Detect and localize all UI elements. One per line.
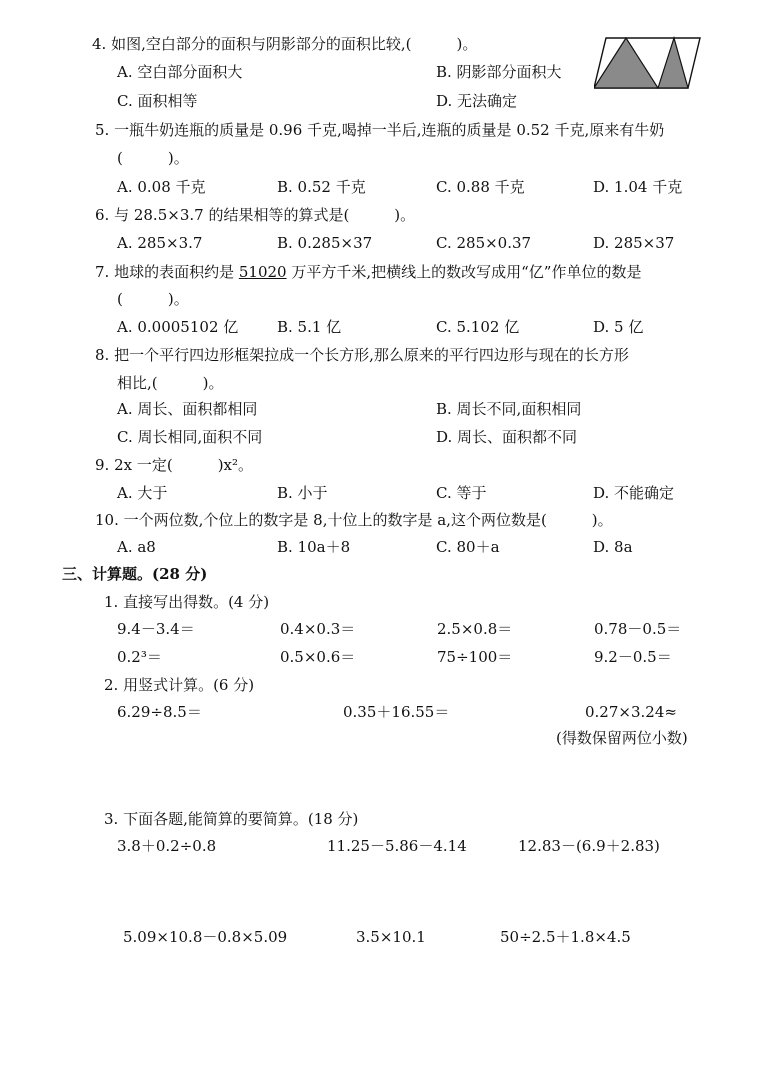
part1-title: 1. 直接写出得数。(4 分): [104, 593, 270, 611]
q6-stem: 6. 与 28.5×3.7 的结果相等的算式是( )。: [95, 206, 416, 224]
part3-expr-2: 11.25－5.86－4.14: [327, 837, 467, 855]
part1-expr-5: 0.2³＝: [117, 648, 162, 666]
q4-option-b: B. 阴影部分面积大: [436, 63, 562, 81]
q5-option-d: D. 1.04 千克: [593, 178, 683, 196]
part1-expr-4: 0.78－0.5＝: [594, 620, 682, 638]
q8-option-b: B. 周长不同,面积相同: [436, 400, 582, 418]
q4-stem: 4. 如图,空白部分的面积与阴影部分的面积比较,( )。: [92, 35, 478, 53]
q5-option-a: A. 0.08 千克: [117, 178, 206, 196]
part2-expr-1: 6.29÷8.5＝: [117, 703, 202, 721]
q9-option-d: D. 不能确定: [593, 484, 675, 502]
q4-option-a: A. 空白部分面积大: [117, 63, 243, 81]
q8-option-d: D. 周长、面积都不同: [436, 428, 578, 446]
section3-title: 三、计算题。(28 分): [62, 565, 208, 583]
q7-option-d: D. 5 亿: [593, 318, 644, 336]
q4-option-d: D. 无法确定: [436, 92, 518, 110]
q9-option-b: B. 小于: [277, 484, 328, 502]
q8-option-c: C. 周长相同,面积不同: [117, 428, 263, 446]
part1-expr-2: 0.4×0.3＝: [280, 620, 356, 638]
q9-option-a: A. 大于: [117, 484, 168, 502]
q8-stem-line2: 相比,( )。: [117, 374, 224, 392]
q7-stem-line2: ( )。: [117, 290, 189, 308]
q7-option-c: C. 5.102 亿: [436, 318, 520, 336]
part1-expr-8: 9.2－0.5＝: [594, 648, 672, 666]
q10-option-c: C. 80＋a: [436, 538, 500, 556]
q9-stem: 9. 2x 一定( )x²。: [95, 456, 254, 474]
part3-expr-1: 3.8＋0.2÷0.8: [117, 837, 217, 855]
q7-stem-pre: 7. 地球的表面积约是: [95, 263, 239, 281]
part1-expr-1: 9.4－3.4＝: [117, 620, 195, 638]
part2-rounding-note: (得数保留两位小数): [556, 729, 688, 747]
part3-expr-3: 12.83－(6.9＋2.83): [518, 837, 660, 855]
part3-expr-6: 50÷2.5＋1.8×4.5: [500, 928, 631, 946]
part2-title: 2. 用竖式计算。(6 分): [104, 676, 255, 694]
q10-stem: 10. 一个两位数,个位上的数字是 8,十位上的数字是 a,这个两位数是( )。: [95, 511, 613, 529]
q5-option-c: C. 0.88 千克: [436, 178, 525, 196]
q7-stem-line1: [95, 262, 641, 282]
q5-option-b: B. 0.52 千克: [277, 178, 366, 196]
part3-expr-5: 3.5×10.1: [356, 928, 426, 946]
q6-option-b: B. 0.285×37: [277, 234, 373, 252]
q7-underlined-number: 51020: [238, 263, 287, 281]
shaded-triangle-right: [658, 38, 688, 88]
part3-title: 3. 下面各题,能简算的要简算。(18 分): [104, 810, 359, 828]
q9-option-c: C. 等于: [436, 484, 487, 502]
q10-option-a: A. a8: [117, 538, 156, 556]
q6-option-c: C. 285×0.37: [436, 234, 532, 252]
q7-option-a: A. 0.0005102 亿: [117, 318, 239, 336]
part2-expr-3: 0.27×3.24≈: [585, 703, 677, 721]
q8-stem-line1: 8. 把一个平行四边形框架拉成一个长方形,那么原来的平行四边形与现在的长方形: [95, 346, 629, 364]
q8-option-a: A. 周长、面积都相同: [117, 400, 258, 418]
q10-option-b: B. 10a＋8: [277, 538, 351, 556]
q6-option-d: D. 285×37: [593, 234, 675, 252]
part1-expr-6: 0.5×0.6＝: [280, 648, 356, 666]
q7-stem-post: 万平方千米,把横线上的数改写成用“亿”作单位的数是: [286, 263, 642, 281]
part3-expr-4: 5.09×10.8－0.8×5.09: [123, 928, 288, 946]
part1-expr-7: 75÷100＝: [437, 648, 513, 666]
q6-option-a: A. 285×3.7: [117, 234, 203, 252]
q7-option-b: B. 5.1 亿: [277, 318, 342, 336]
q5-stem-line1: 5. 一瓶牛奶连瓶的质量是 0.96 千克,喝掉一半后,连瓶的质量是 0.52 千克,原来有牛奶: [95, 121, 665, 139]
part2-expr-2: 0.35＋16.55＝: [343, 703, 450, 721]
triangle-figure: [594, 36, 702, 92]
q10-option-d: D. 8a: [593, 538, 633, 556]
q4-option-c: C. 面积相等: [117, 92, 198, 110]
part1-expr-3: 2.5×0.8＝: [437, 620, 513, 638]
q5-stem-line2: ( )。: [117, 149, 189, 167]
